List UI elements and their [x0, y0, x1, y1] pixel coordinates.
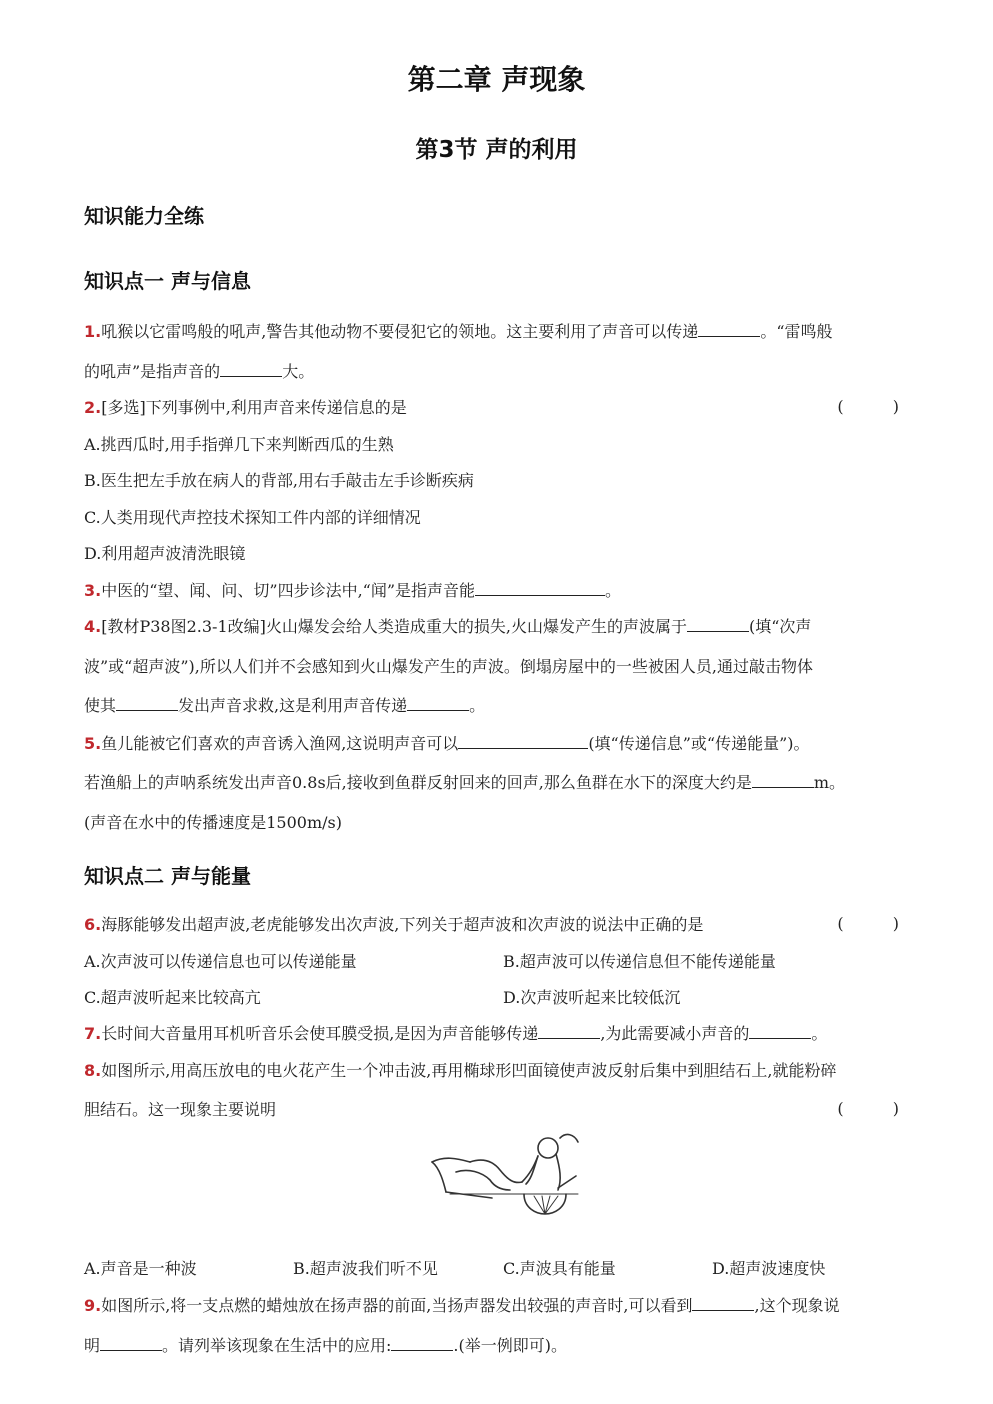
q4-line-1: 4.[教材P38图2.3-1改编]火山爆发会给人类造成重大的损失,火山爆发产生的声波属于 (填“次声 [84, 617, 812, 636]
q8-answer-paren[interactable]: ( ) [837, 1099, 921, 1118]
figure-head [538, 1138, 558, 1158]
lithotripsy-figure [430, 1128, 580, 1228]
q2-option-a: A.挑西瓜时,用手指弹几下来判断西瓜的生熟 [84, 435, 394, 454]
topic-heading-2: 知识点二 声与能量 [84, 864, 251, 888]
q9-line-2: 明 。请列举该现象在生活中的应用: .(举一例即可)。 [84, 1336, 567, 1355]
q3-blank[interactable] [475, 581, 605, 596]
q4-line-3: 使其 发出声音求救,这是利用声音传递 。 [84, 696, 486, 715]
q2-option-b: B.医生把左手放在病人的背部,用右手敲击左手诊断疾病 [84, 471, 474, 490]
q7-blank-1[interactable] [538, 1024, 600, 1039]
q4-blank-1[interactable] [687, 617, 749, 632]
q5-number: 5. [84, 734, 102, 753]
q9-number: 9. [84, 1296, 102, 1315]
topic-heading-1: 知识点一 声与信息 [84, 269, 251, 293]
q8-option-c: C.声波具有能量 [503, 1259, 616, 1278]
q6-option-c: C.超声波听起来比较高亢 [84, 988, 261, 1007]
q8-option-b: B.超声波我们听不见 [293, 1259, 438, 1278]
q5-blank-1[interactable] [458, 734, 588, 749]
q1-number: 1. [84, 322, 102, 341]
q6-option-a: A.次声波可以传递信息也可以传递能量 [84, 952, 357, 971]
q5-line-2: 若渔船上的声呐系统发出声音0.8s后,接收到鱼群反射回来的回声,那么鱼群在水下的深度大约是 m。 [84, 773, 846, 792]
q7-number: 7. [84, 1024, 102, 1043]
q2-number: 2. [84, 398, 102, 417]
q4-line-2: 波”或“超声波”),所以人们并不会感知到火山爆发产生的声波。倒塌房屋中的一些被困人员,通过敲击物体 [84, 657, 813, 676]
q6-number: 6. [84, 915, 102, 934]
q5-blank-2[interactable] [752, 773, 814, 788]
q6-option-b: B.超声波可以传递信息但不能传递能量 [503, 952, 776, 971]
q1-blank-1[interactable] [698, 322, 760, 337]
q6-stem: 6.海豚能够发出超声波,老虎能够发出次声波,下列关于超声波和次声波的说法中正确的是 [84, 915, 704, 934]
q8-number: 8. [84, 1061, 102, 1080]
q8-line-2: 胆结石。这一现象主要说明 [84, 1100, 277, 1119]
q1-line-1: 1.吼猴以它雷鸣般的吼声,警告其他动物不要侵犯它的领地。这主要利用了声音可以传递 。“雷鸣般 [84, 322, 833, 341]
q8-option-d: D.超声波速度快 [712, 1259, 826, 1278]
section-title: 第3节 声的利用 [415, 137, 578, 163]
q8-line-1: 8.如图所示,用高压放电的电火花产生一个冲击波,再用椭球形凹面镜使声波反射后集中到胆结石上,就能粉碎 [84, 1061, 837, 1080]
chapter-title: 第二章 声现象 [407, 63, 586, 96]
q1-blank-2[interactable] [220, 362, 282, 377]
q3-number: 3. [84, 581, 102, 600]
q2-option-c: C.人类用现代声控技术探知工件内部的详细情况 [84, 508, 421, 527]
q3-line: 3.中医的“望、闻、问、切”四步诊法中,“闻”是指声音能 。 [84, 581, 622, 600]
q9-blank-3[interactable] [391, 1336, 453, 1351]
q9-blank-1[interactable] [692, 1296, 754, 1311]
q9-blank-2[interactable] [100, 1336, 162, 1351]
part-heading: 知识能力全练 [84, 204, 204, 228]
figure-leg-line [432, 1162, 446, 1192]
q2-stem: 2.[多选]下列事例中,利用声音来传递信息的是 [84, 398, 407, 417]
q4-blank-2[interactable] [116, 696, 178, 711]
q6-option-d: D.次声波听起来比较低沉 [503, 988, 681, 1007]
q2-answer-paren[interactable]: ( ) [837, 397, 921, 416]
q9-line-1: 9.如图所示,将一支点燃的蜡烛放在扬声器的前面,当扬声器发出较强的声音时,可以看到 ,这个现象说 [84, 1296, 840, 1315]
q8-option-a: A.声音是一种波 [84, 1259, 197, 1278]
q6-answer-paren[interactable]: ( ) [837, 914, 921, 933]
q4-number: 4. [84, 617, 102, 636]
q7-blank-2[interactable] [749, 1024, 811, 1039]
q5-line-1: 5.鱼儿能被它们喜欢的声音诱入渔网,这说明声音可以 (填“传递信息”或“传递能量”)。 [84, 734, 810, 753]
q1-line-2: 的吼声”是指声音的 大。 [84, 362, 315, 381]
q4-blank-3[interactable] [407, 696, 469, 711]
q7-line: 7.长时间大音量用耳机听音乐会使耳膜受损,是因为声音能够传递 ,为此需要减小声音的 。 [84, 1024, 828, 1043]
q2-option-d: D.利用超声波清洗眼镜 [84, 544, 246, 563]
q5-line-3: (声音在水中的传播速度是1500m/s) [84, 813, 342, 832]
